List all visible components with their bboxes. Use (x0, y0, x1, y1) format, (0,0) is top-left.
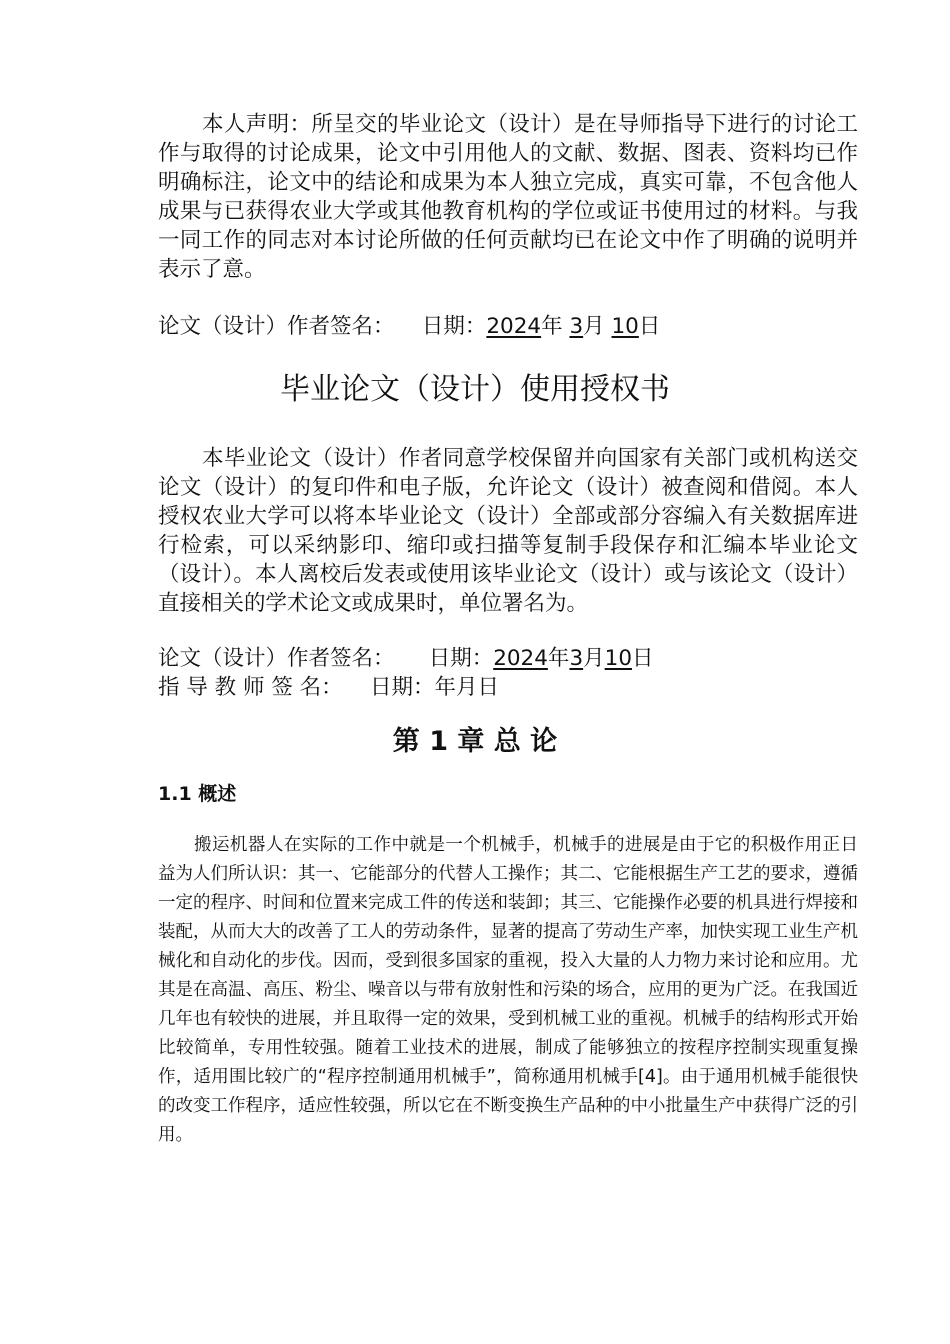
date-month: 3 (569, 646, 584, 671)
date-year: 2024 (486, 314, 542, 339)
date-label: 日期： (428, 646, 494, 671)
authorization-paragraph: 本毕业论文（设计）作者同意学校保留并向国家有关部门或机构送交论文（设计）的复印件和电子版，允许论文（设计）被查阅和借阅。本人授权农业大学可以将本毕业论文（设计）全部或部分容编入有关数据库进行检索，可以采纳影印、缩印或扫描等复制手段保存和汇编本毕业论文（设计）。本人离校后发表或使用该毕业论文（设计）或与该论文（设计）直接相关的学术论文或成果时，单位署名为。 (158, 446, 858, 616)
advisor-signature-line (158, 673, 499, 702)
advisor-date: 日期：年月日 (370, 675, 500, 700)
advisor-label: 指 导 教 师 签 名： (158, 675, 343, 700)
declaration-signature-line (158, 312, 660, 341)
month-unit: 月 (583, 314, 605, 339)
month-unit: 月 (583, 646, 605, 671)
authorization-signature-line (158, 644, 654, 673)
section-title: 1.1 概述 (158, 783, 237, 805)
declaration-paragraph: 本人声明：所呈交的毕业论文（设计）是在导师指导下进行的讨论工作与取得的讨论成果，论文中引用他人的文献、数据、图表、资料均已作明确标注，论文中的结论和成果为本人独立完成，真实可靠，不包含他人成果与已获得农业大学或其他教育机构的学位或证书使用过的材料。与我一同工作的同志对本讨论所做的任何贡献均已在论文中作了明确的说明并表示了意。 (158, 112, 858, 282)
day-unit: 日 (632, 646, 654, 671)
authorization-title: 毕业论文（设计）使用授权书 (280, 372, 670, 407)
date-day: 10 (611, 314, 639, 339)
year-unit: 年 (541, 314, 563, 339)
signature-label: 论文（设计）作者签名： (158, 646, 395, 671)
chapter-body-paragraph: 搬运机器人在实际的工作中就是一个机械手，机械手的进展是由于它的积极作用正日益为人们所认识：其一、它能部分的代替人工操作；其二、它能根据生产工艺的要求，遵循一定的程序、时间和位置来完成工件的传送和装卸；其三、它能操作必要的机具进行焊接和装配，从而大大的改善了工人的劳动条件，显著的提高了劳动生产率，加快实现工业生产机械化和自动化的步伐。因而，受到很多国家的重视，投入大量的人力物力来讨论和应用。尤其是在高温、高压、粉尘、噪音以与带有放射性和污染的场合，应用的更为广泛。在我国近几年也有较快的进展，并且取得一定的效果，受到机械工业的重视。机械手的结构形式开始比较简单，专用性较强。随着工业技术的进展，制成了能够独立的按程序控制实现重复操作，适用围比较广的“程序控制通用机械手”，简称通用机械手[4]。由于通用机械手能很快的改变工作程序，适应性较强，所以它在不断变换生产品种的中小批量生产中获得广泛的引用。 (158, 835, 858, 1145)
date-day: 10 (604, 646, 632, 671)
day-unit: 日 (638, 314, 661, 339)
date-year: 2024 (493, 646, 548, 671)
signature-label: 论文（设计）作者签名： (158, 314, 395, 339)
year-unit: 年 (547, 646, 570, 671)
date-month: 3 (569, 314, 584, 339)
date-label: 日期： (421, 314, 487, 339)
chapter-title: 第 1 章 总 论 (392, 726, 558, 757)
